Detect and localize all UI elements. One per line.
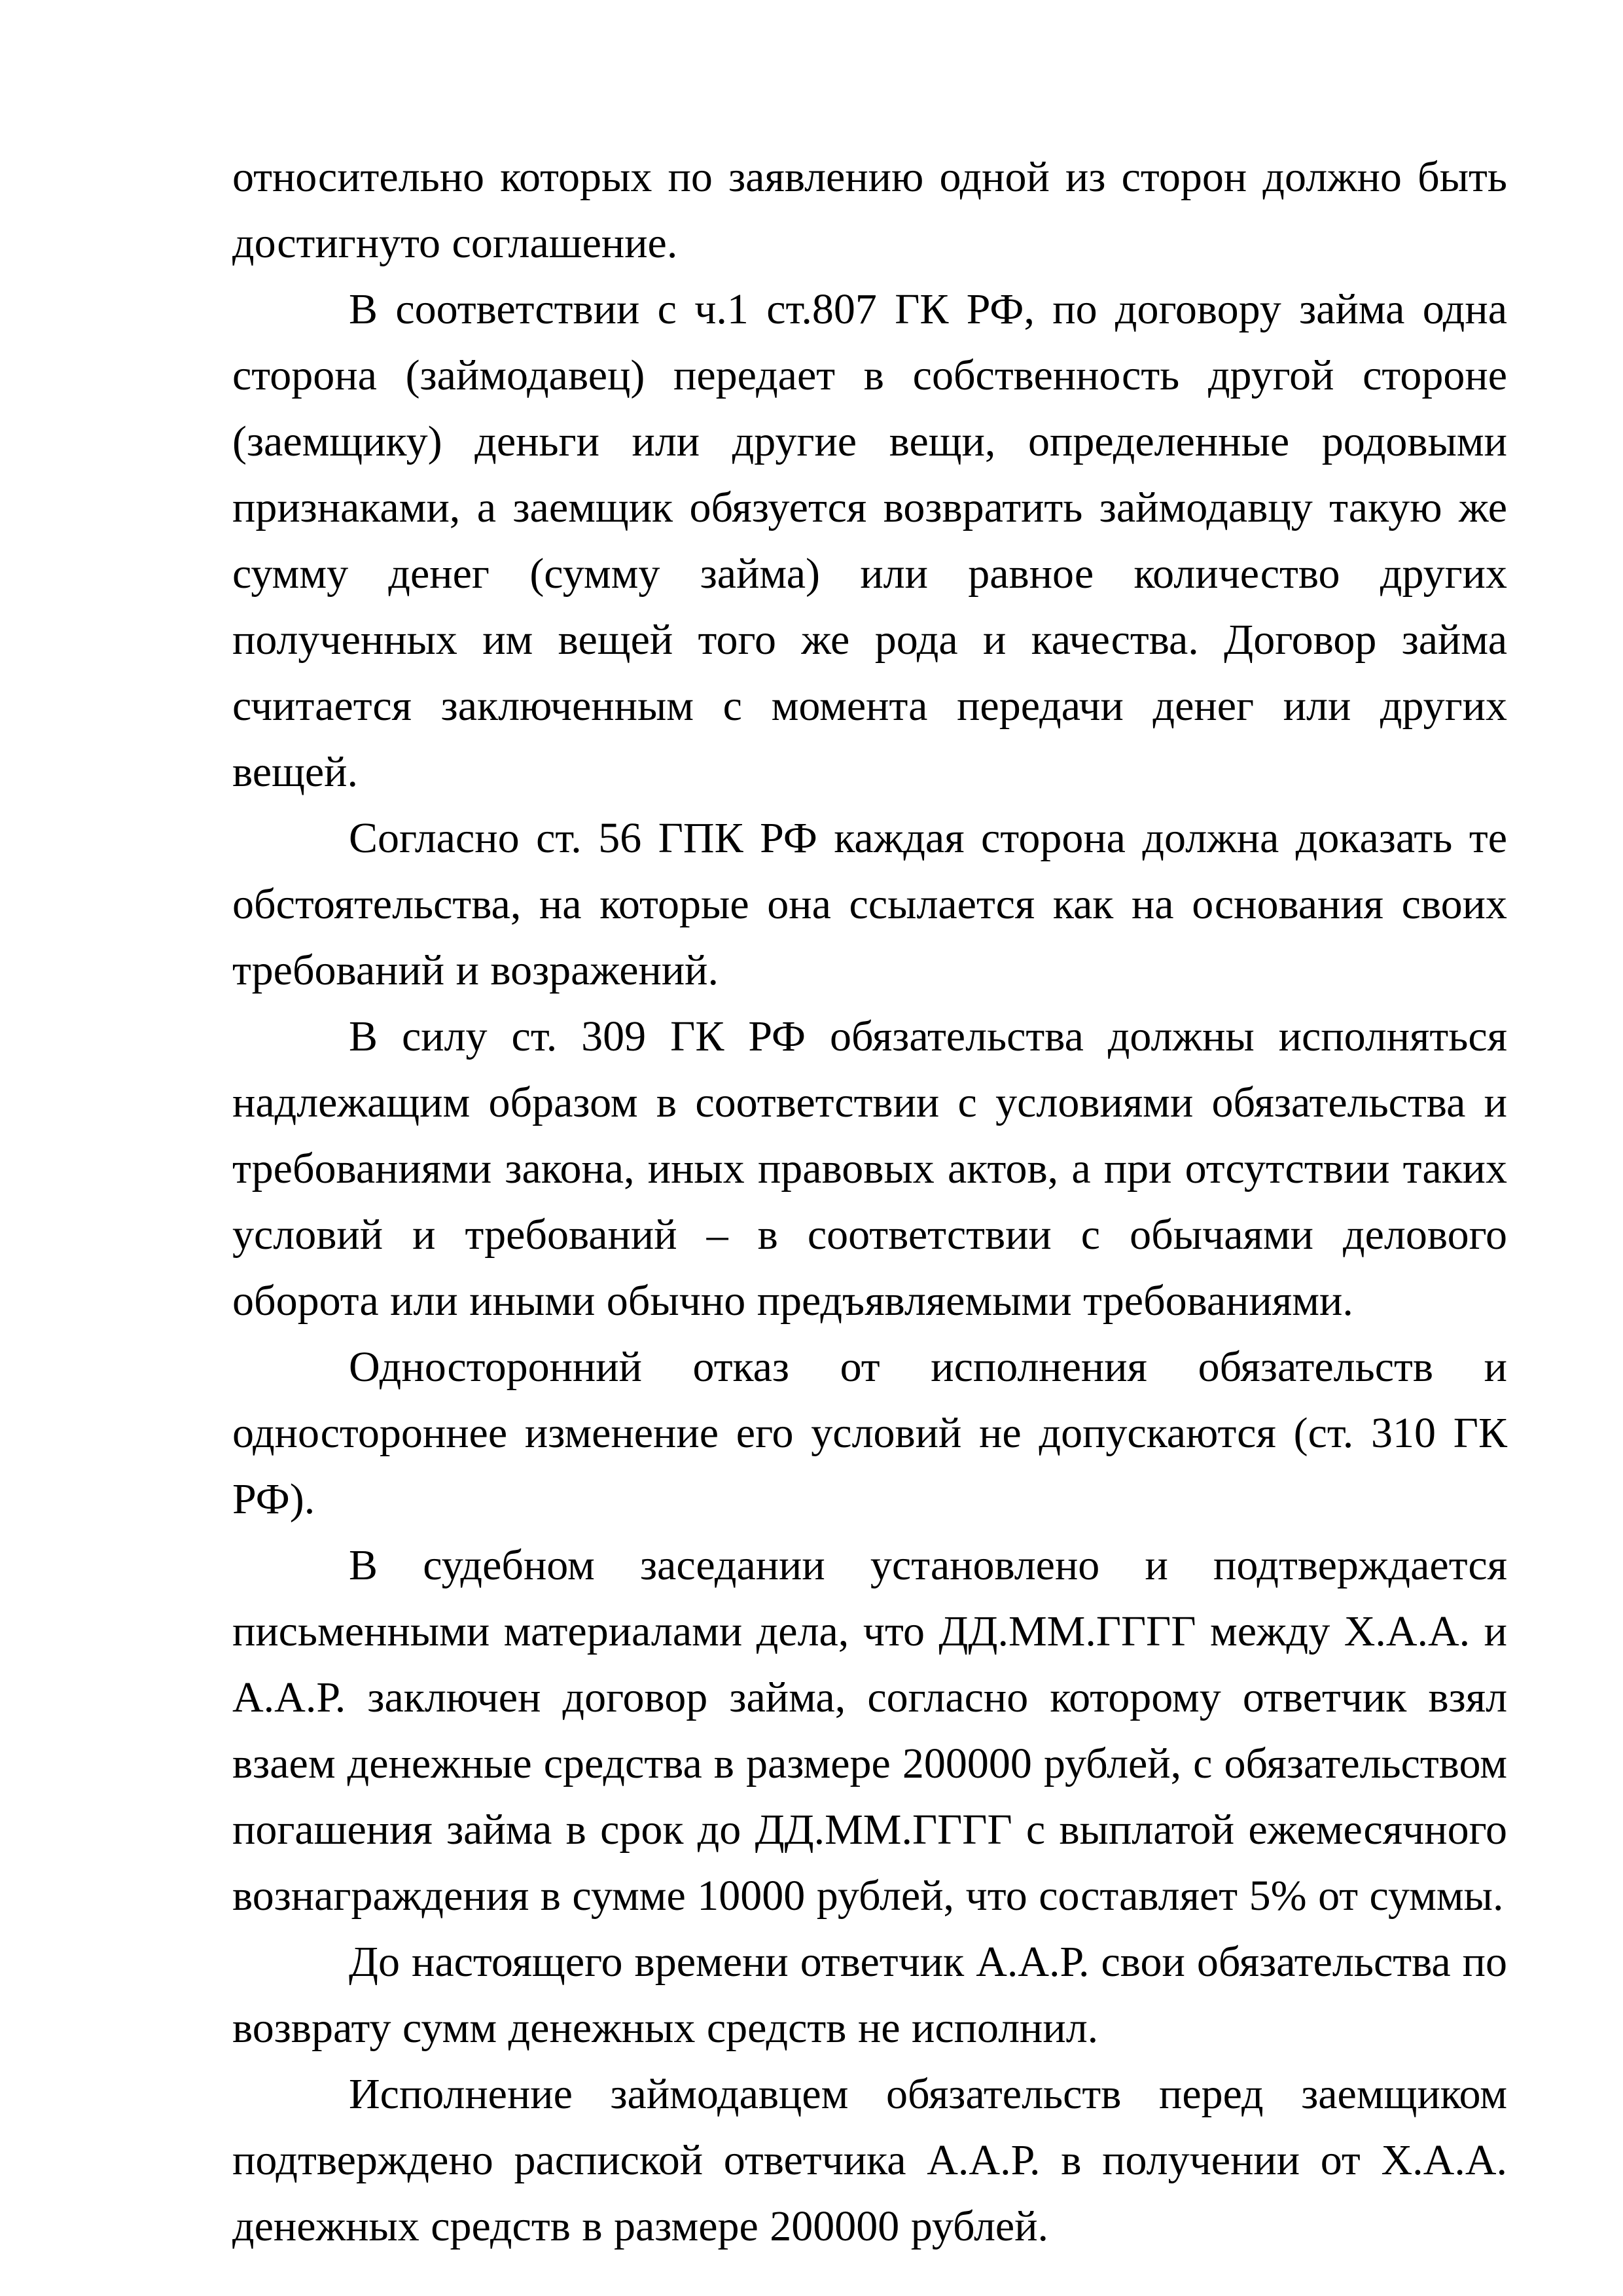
paragraph-gk-rf-309-obligations: В силу ст. 309 ГК РФ обязательства должны исполняться надлежащим образом в соответствии с условиями обязательства и требованиями закона, иных правовых актов, а при отсутствии таких условий и требований – в соответствии с обычаями делового оборота или иными обычно предъявляемыми требованиями.: [232, 1013, 1507, 1325]
paragraph-receipt-confirmation: Исполнение займодавцем обязательств перед заемщиком подтверждено распиской ответчика А.А.Р. в получении от Х.А.А. денежных средств в размере 200000 рублей.: [232, 2070, 1507, 2250]
paragraph-court-findings-loan-contract: В судебном заседании установлено и подтверждается письменными материалами дела, что ДД.ММ.ГГГГ между Х.А.А. и А.А.Р. заключен договор займа, согласно которому ответчик взял взаем денежные средства в размере 200000 рублей, с обязательством погашения займа в срок до ДД.ММ.ГГГГ с выплатой ежемесячного вознаграждения в сумме 10000 рублей, что составляет 5% от суммы.: [232, 1541, 1507, 1920]
paragraph-gk-rf-807-loan-definition: В соответствии с ч.1 ст.807 ГК РФ, по договору займа одна сторона (займодавец) передает в собственность другой стороне (заемщику) деньги или другие вещи, определенные родовыми признаками, а заемщик обязуется возвратить займодавцу такую же сумму денег (сумму займа) или равное количество других полученных им вещей того же рода и качества. Договор займа считается заключенным с момента передачи денег или других вещей.: [232, 285, 1507, 796]
document-text-block: [232, 144, 1507, 2259]
paragraph-agreement-continuation: относительно которых по заявлению одной из сторон должно быть достигнуто соглашение.: [232, 153, 1507, 267]
paragraph-gk-rf-310-unilateral-refusal: Односторонний отказ от исполнения обязательств и одностороннее изменение его условий не допускаются (ст. 310 ГК РФ).: [232, 1343, 1507, 1523]
paragraph-gpk-rf-56-burden-of-proof: Согласно ст. 56 ГПК РФ каждая сторона должна доказать те обстоятельства, на которые она ссылается как на основания своих требований и возражений.: [232, 814, 1507, 994]
paragraph-defendant-non-performance: До настоящего времени ответчик А.А.Р. свои обязательства по возврату сумм денежных средств не исполнил.: [232, 1938, 1507, 2052]
